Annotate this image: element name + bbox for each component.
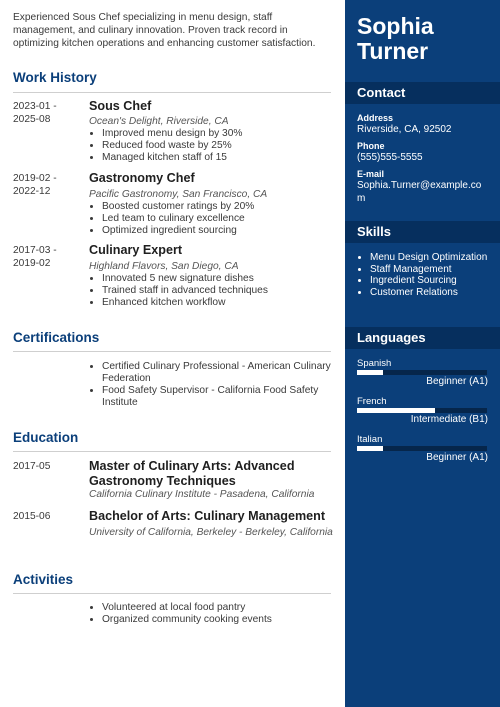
- language-name: Spanish: [357, 358, 392, 369]
- section-title-skills: Skills: [357, 224, 391, 239]
- job-company: Pacific Gastronomy, San Francisco, CA: [89, 189, 268, 200]
- list-item: • Boosted customer ratings by 20%: [102, 201, 342, 213]
- list-item: • Innovated 5 new signature dishes: [102, 273, 342, 285]
- job-company: Ocean's Delight, Riverside, CA: [89, 116, 229, 127]
- divider: [13, 92, 331, 93]
- job-title: Culinary Expert: [89, 243, 183, 257]
- divider: [13, 593, 331, 594]
- sidebar: [345, 0, 500, 707]
- language-level: Beginner (A1): [426, 452, 488, 463]
- degree-title: Master of Culinary Arts: Advanced Gastronomy Techniques: [89, 459, 295, 488]
- list-item: • Customer Relations: [370, 287, 500, 299]
- section-band-skills: [345, 221, 500, 243]
- work-date: [13, 173, 73, 198]
- language-bar: [357, 408, 487, 413]
- divider: [13, 351, 331, 352]
- language-bar-fill: [357, 408, 435, 413]
- list-item: • Food Safety Supervisor - California Food Safety Institute: [102, 385, 342, 409]
- section-title-certifications: Certifications: [13, 330, 100, 345]
- email-label: E-mail: [357, 169, 385, 179]
- date-end: 2025-08: [13, 113, 51, 125]
- email-value[interactable]: Sophia.Turner@example.com: [357, 180, 482, 204]
- list-item: • Led team to culinary excellence: [102, 213, 342, 225]
- date-start: 2017-03 -: [13, 245, 57, 256]
- language-name: French: [357, 396, 387, 407]
- school-name: California Culinary Institute - Pasadena, California: [89, 489, 315, 500]
- job-title: Sous Chef: [89, 99, 152, 113]
- section-title-work-history: Work History: [13, 70, 97, 85]
- list-item: • Organized community cooking events: [102, 614, 342, 626]
- school-name: University of California, Berkeley - Berkeley, California: [89, 527, 333, 538]
- list-item: • Trained staff in advanced techniques: [102, 285, 342, 297]
- list-item: • Reduced food waste by 25%: [102, 140, 342, 152]
- language-bar-fill: [357, 446, 383, 451]
- list-item: • Improved menu design by 30%: [102, 128, 342, 140]
- work-date: [13, 101, 73, 126]
- certifications-list: [89, 361, 342, 409]
- candidate-name: [357, 14, 434, 64]
- last-name: Turner: [357, 38, 429, 64]
- section-title-education: Education: [13, 430, 79, 445]
- list-item: • Ingredient Sourcing: [370, 275, 500, 287]
- language-name: Italian: [357, 434, 383, 445]
- list-item: • Certified Culinary Professional - American Culinary Federation: [102, 361, 342, 385]
- divider: [13, 451, 331, 452]
- list-item: • Managed kitchen staff of 15: [102, 152, 342, 164]
- list-item: • Menu Design Optimization: [370, 252, 500, 264]
- summary-text: Experienced Sous Chef specializing in menu design, staff management, and culinary innovation. Proven track record in optimizing kitchen operations and enhancing customer satisfaction.: [13, 12, 316, 49]
- section-title-languages: Languages: [357, 330, 426, 345]
- address-value: Riverside, CA, 92502: [357, 124, 452, 135]
- job-bullets: [89, 201, 342, 237]
- degree-title: Bachelor of Arts: Culinary Management: [89, 509, 326, 523]
- list-item: • Staff Management: [370, 264, 500, 276]
- date-end: 2022-12: [13, 185, 51, 197]
- activities-list: [89, 602, 342, 626]
- list-item: • Enhanced kitchen workflow: [102, 297, 342, 309]
- job-title: Gastronomy Chef: [89, 171, 195, 185]
- list-item: • Optimized ingredient sourcing: [102, 225, 342, 237]
- phone-value: (555)555-5555: [357, 152, 423, 163]
- section-title-contact: Contact: [357, 85, 406, 100]
- job-company: Highland Flavors, San Diego, CA: [89, 261, 239, 272]
- language-bar-fill: [357, 370, 383, 375]
- address-label: Address: [357, 113, 394, 123]
- language-level: Beginner (A1): [426, 376, 488, 387]
- date-start: 2023-01 -: [13, 101, 57, 112]
- date-start: 2019-02 -: [13, 173, 57, 184]
- education-date: 2017-05: [13, 461, 51, 472]
- skills-list: [357, 252, 500, 298]
- language-level: Intermediate (B1): [410, 414, 488, 425]
- education-date: 2015-06: [13, 511, 51, 522]
- list-item: • Volunteered at local food pantry: [102, 602, 342, 614]
- section-band-contact: [345, 82, 500, 104]
- language-bar: [357, 446, 487, 451]
- phone-label: Phone: [357, 141, 385, 151]
- work-date: [13, 245, 73, 270]
- language-bar: [357, 370, 487, 375]
- job-bullets: [89, 273, 342, 309]
- section-title-activities: Activities: [13, 572, 74, 587]
- first-name: Sophia: [357, 13, 434, 39]
- section-band-languages: [345, 327, 500, 349]
- date-end: 2019-02: [13, 257, 51, 269]
- job-bullets: [89, 128, 342, 164]
